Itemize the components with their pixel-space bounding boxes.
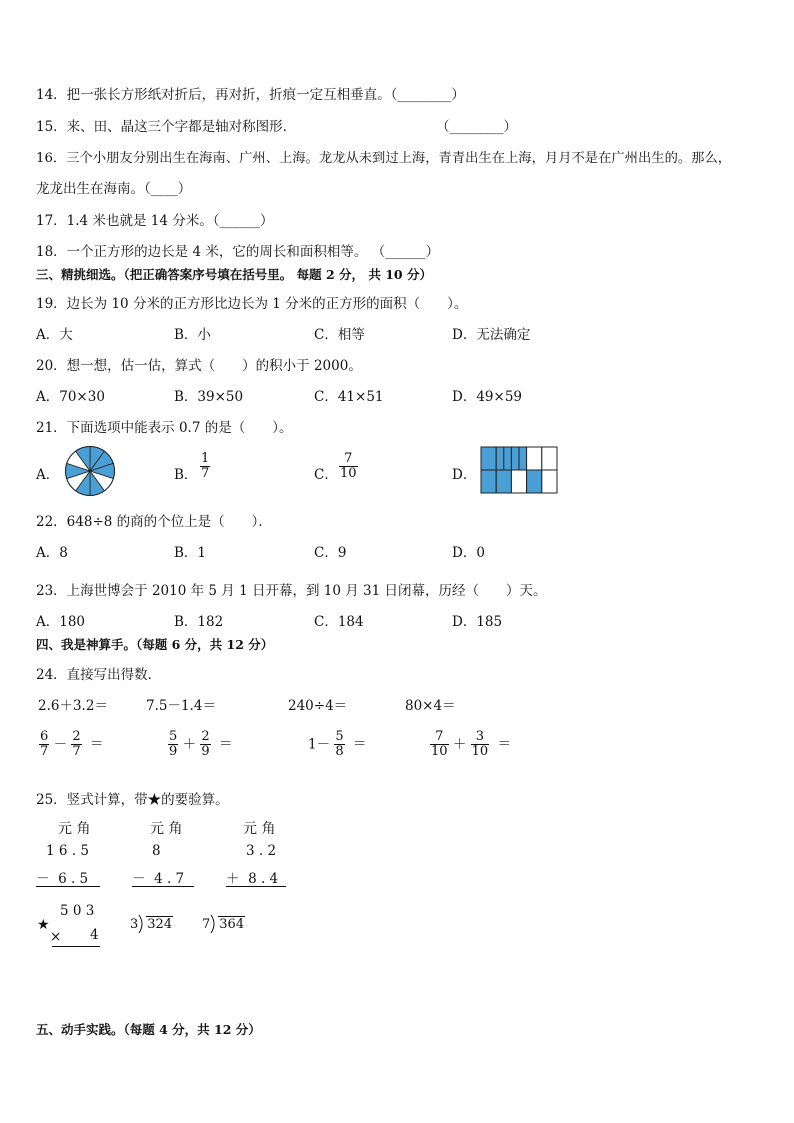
q25-v3-rule — [226, 886, 286, 887]
question-20-stem: 20．想一想，估一估，算式（ ）的积小于 2000。 — [36, 358, 362, 374]
grid-cell — [527, 470, 542, 493]
q20-option-c: C．41×51 — [314, 389, 384, 405]
q24-calc-4: 80×4＝ — [405, 698, 456, 714]
q25-d2-dividend: 364 — [219, 917, 245, 932]
section-5-title: 五、动手实践。（每题 4 分，共 12 分） — [36, 1022, 261, 1037]
grid-cell — [542, 447, 557, 470]
question-17: 17．1.4 米也就是 14 分米。（______） — [36, 213, 274, 229]
section-4-title: 四、我是神算手。（每题 6 分，共 12 分） — [36, 637, 274, 652]
question-16-line2: 龙龙出生在海南。（____） — [36, 181, 192, 197]
q24-calc-3: 240÷4＝ — [288, 698, 348, 714]
question-16-line1: 16．三个小朋友分别出生在海南、广州、上海。龙龙从未到过上海，青青出生在上海，月月不是在广州出生的。那么， — [36, 151, 732, 166]
q21-label-a: A． — [36, 467, 60, 483]
q25-division-2 — [202, 914, 245, 934]
grid-cell — [481, 447, 496, 470]
grid-cell — [511, 470, 526, 493]
q25-v2-rule — [132, 886, 194, 887]
q25-division-1 — [130, 914, 173, 934]
q21-label-c: C． — [314, 467, 338, 483]
q25-d1-dividend: 324 — [147, 917, 173, 932]
q25-unit-header-3: 元 角 — [243, 821, 276, 837]
q20-option-b: B．39×50 — [174, 389, 244, 405]
q24-calc-2: 7.5－1.4＝ — [146, 698, 216, 714]
q20-option-d: D．49×59 — [452, 389, 522, 405]
q22-option-a: A．8 — [36, 545, 68, 561]
q22-option-b: B．1 — [174, 545, 207, 561]
q21-b-denominator: 7 — [201, 466, 210, 482]
star-icon: ★ — [37, 917, 50, 933]
question-22-stem: 22．648÷8 的商的个位上是（ ）． — [36, 514, 272, 530]
q21-c-denominator: 10 — [340, 466, 357, 482]
q24-fraction-expr-3: 1－ $\frac{5}{8}$ ＝ — [308, 729, 367, 760]
q25-unit-header-1: 元 角 — [58, 821, 91, 837]
question-24-stem: 24．直接写出得数． — [36, 667, 162, 683]
q25-mul-sign: × — [50, 929, 62, 945]
question-21-stem: 21．下面选项中能表示 0.7 的是（ ）。 — [36, 420, 293, 436]
q22-option-d: D．0 — [452, 545, 485, 561]
grid-cell — [496, 470, 511, 493]
question-18: 18．一个正方形的边长是 4 米，它的周长和面积相等。 （______） — [36, 244, 440, 260]
q24-fraction-expr-2: $\frac{5}{9}$ ＋ $\frac{2}{9}$ ＝ — [169, 729, 233, 760]
q23-option-d: D．185 — [452, 614, 503, 630]
q25-v3-bottom: ＋ 8 . 4 — [226, 871, 279, 887]
question-19-stem: 19．边长为 10 分米的正方形比边长为 1 分米的正方形的面积（ ）。 — [36, 296, 468, 312]
question-23-stem: 23．上海世博会于 2010 年 5 月 1 日开幕，到 10 月 31 日闭幕，历经（ ）天。 — [36, 583, 547, 599]
q21-grid-figure — [480, 446, 558, 494]
question-25-stem: 25．竖式计算，带★的要验算。 — [36, 792, 229, 808]
q21-c-numerator: 7 — [339, 452, 358, 467]
q21-fraction-b — [200, 452, 210, 482]
q24-calc-1: 2.6＋3.2＝ — [38, 698, 108, 714]
q23-option-c: C．184 — [314, 614, 364, 630]
question-15-blank: （________） — [436, 119, 517, 135]
q25-d2-divisor: 7 — [202, 917, 211, 932]
q25-mul-bottom: 4 — [90, 927, 99, 943]
q19-option-d: D．无法确定 — [452, 327, 531, 343]
grid-cell — [481, 470, 496, 493]
q21-label-b: B． — [174, 467, 198, 483]
question-15: 15．来、田、晶这三个字都是轴对称图形． — [36, 119, 297, 135]
q25-v3-top: 3 . 2 — [246, 843, 277, 859]
q25-unit-header-2: 元 角 — [150, 821, 183, 837]
q25-v2-top: 8 — [152, 843, 161, 859]
q25-v1-top: 1 6 . 5 — [46, 843, 89, 859]
q23-option-b: B．182 — [174, 614, 224, 630]
q25-v1-rule — [36, 886, 100, 887]
q24-fraction-expr-1: $\frac{6}{7}$ － $\frac{2}{7}$ ＝ — [40, 729, 104, 760]
q25-d1-divisor: 3 — [130, 917, 139, 932]
q21-pie-circle — [64, 445, 116, 497]
grid-cell — [527, 447, 542, 470]
q23-option-a: A．180 — [36, 614, 86, 630]
q21-fraction-c — [339, 452, 358, 482]
q25-v2-bottom: － 4 . 7 — [132, 871, 185, 887]
q25-v1-bottom: － 6 . 5 — [36, 871, 89, 887]
section-3-title: 三、精挑细选。（把正确答案序号填在括号里。 每题 2 分， 共 10 分） — [36, 267, 432, 282]
q19-option-c: C．相等 — [314, 327, 365, 343]
q25-mul-rule — [52, 946, 100, 947]
q22-option-c: C．9 — [314, 545, 347, 561]
q21-label-d: D． — [452, 467, 477, 483]
q21-b-numerator: 1 — [201, 451, 210, 466]
q20-option-a: A．70×30 — [36, 389, 105, 405]
q19-option-b: B．小 — [174, 327, 211, 343]
question-14: 14．把一张长方形纸对折后，再对折，折痕一定互相垂直。（________） — [36, 87, 465, 103]
q19-option-a: A．大 — [36, 327, 73, 343]
q24-fraction-expr-4: $\frac{7}{10}$ ＋ $\frac{3}{10}$ ＝ — [431, 729, 511, 760]
q25-mul-top: 5 0 3 — [60, 903, 95, 919]
grid-cell — [542, 470, 557, 493]
